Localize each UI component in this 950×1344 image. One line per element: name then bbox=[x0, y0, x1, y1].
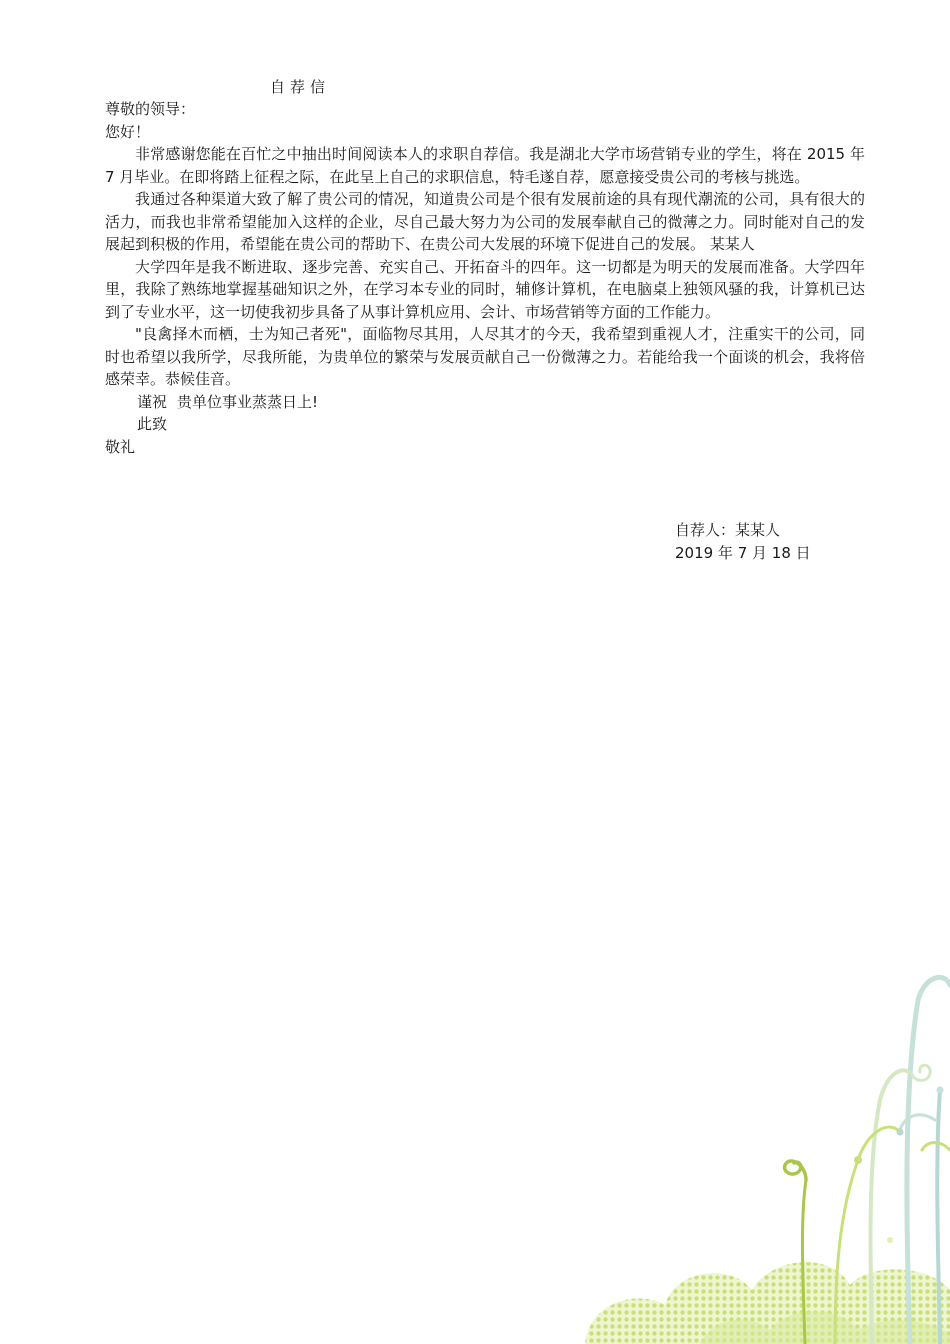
closing-1: 此致 bbox=[137, 415, 168, 433]
paragraph-4: "良禽择木而栖，士为知己者死"，面临物尽其用，人尽其才的今天，我希望到重视人才，注重实干的公司，同时也希望以我所学，尽我所能，为贵单位的繁荣与发展贡献自己一份微薄之力。若能给我一个面谈的机会，我将倍感荣幸。恭候佳音。 bbox=[105, 325, 865, 388]
wish-text: 贵单位事业蒸蒸日上! bbox=[177, 392, 319, 411]
signature: 自荐人：某某人 bbox=[675, 521, 781, 539]
paragraph-3: 大学四年是我不断进取、逐步完善、充实自己、开拓奋斗的四年。这一切都是为明天的发展而准备。大学四年里，我除了熟练地掌握基础知识之外，在学习本专业的同时，辅修计算机，在电脑桌上独领风骚的我，计算机已达到了专业水平，这一切使我初步具备了从事计算机应用、会计、市场营销等方面的工作能力。 bbox=[105, 257, 865, 321]
wish-prefix: 谨祝 bbox=[137, 392, 168, 411]
vine-buds bbox=[854, 1087, 944, 1244]
dotted-cloud-shapes bbox=[585, 1262, 950, 1344]
greeting: 您好！ bbox=[105, 122, 151, 141]
paragraph-2: 我通过各种渠道大致了解了贵公司的情况，知道贵公司是个很有发展前途的具有现代潮流的公司，具有很大的活力，而我也非常希望能加入这样的企业，尽自己最大努力为公司的发展奉献自己的微薄之力。同时能对自己的发展起到积极的作用，希望能在贵公司的帮助下、在贵公司大发展的环境下促进自己的发展。 某某人 bbox=[105, 190, 865, 253]
closing-2: 敬礼 bbox=[105, 437, 136, 456]
paragraph-1: 非常感谢您能在百忙之中抽出时间阅读本人的求职自荐信。我是湖北大学市场营销专业的学生，将在 2015 年 7 月毕业。在即将踏上征程之际，在此呈上自己的求职信息，特毛遂自荐，愿意接受贵公司的考核与挑选。 bbox=[105, 145, 865, 186]
letter-title: 自荐信 bbox=[270, 78, 331, 96]
letter-date: 2019 年 7 月 18 日 bbox=[675, 543, 811, 562]
salutation: 尊敬的领导： bbox=[105, 100, 196, 118]
